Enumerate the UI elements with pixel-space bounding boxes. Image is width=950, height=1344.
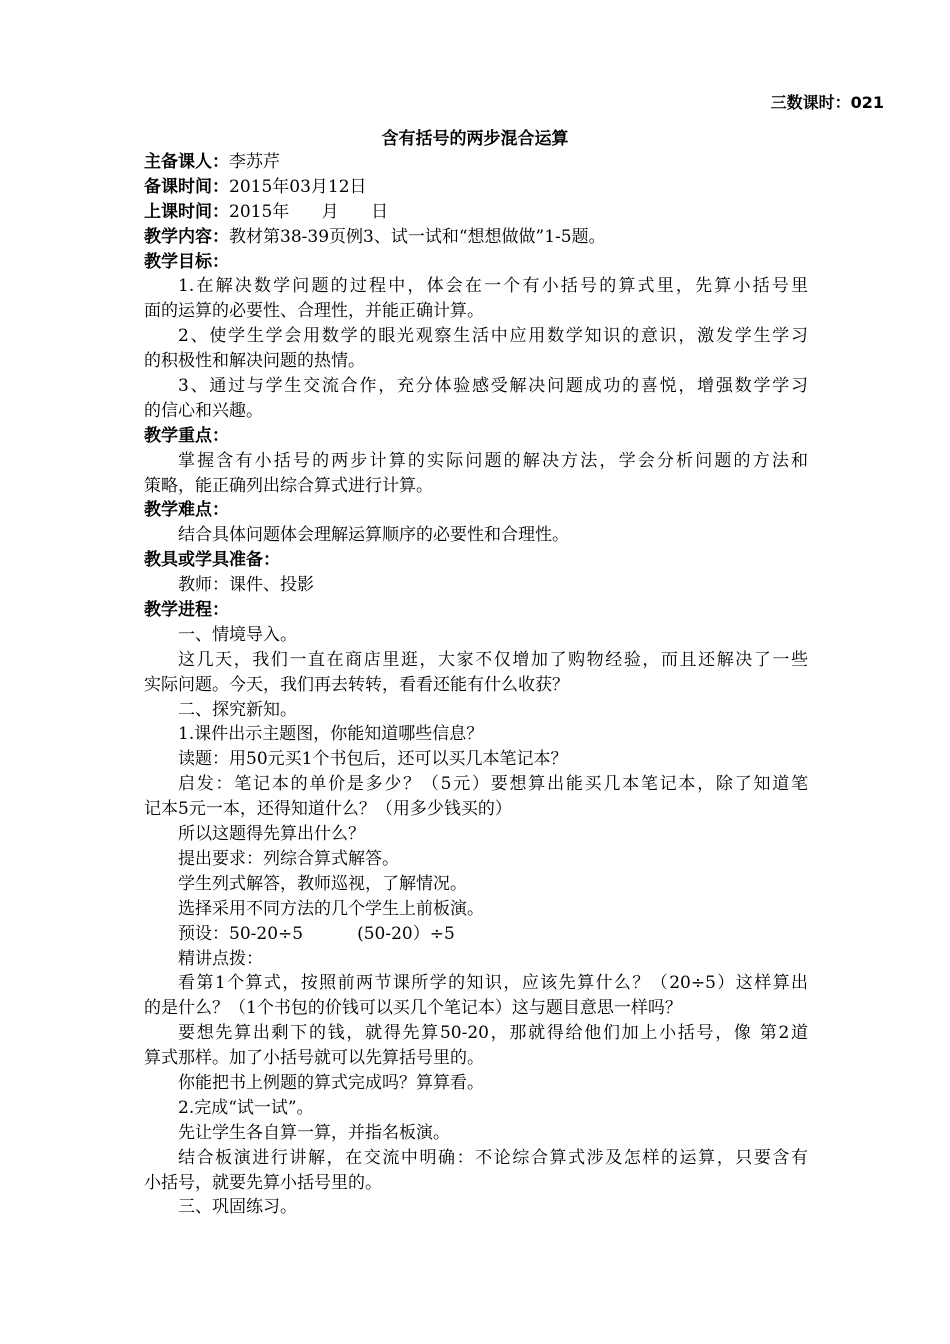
process-heading: 教学进程： xyxy=(144,600,229,621)
process-paragraph: 看第1个算式，按照前两节课所学的知识，应该先算什么？（20÷5）这样算出 xyxy=(178,973,808,994)
tools-text: 教师：课件、投影 xyxy=(178,575,314,596)
goal-2-line-1: 2、使学生学会用数学的眼光观察生活中应用数学知识的意识，激发学生学习 xyxy=(178,326,808,347)
process-paragraph: 的是什么？（1个书包的价钱可以买几个笔记本）这与题目意思一样吗？ xyxy=(144,998,682,1019)
process-paragraph: 学生列式解答，教师巡视，了解情况。 xyxy=(178,873,467,894)
process-paragraph: 精讲点拨： xyxy=(178,948,263,969)
lesson-title: 含有括号的两步混合运算 xyxy=(381,129,569,149)
process-paragraph: 小括号，就要先算小括号里的。 xyxy=(144,1172,382,1193)
process-paragraph: 二、探究新知。 xyxy=(178,699,297,720)
process-paragraph: 所以这题得先算出什么？ xyxy=(178,824,365,845)
process-paragraph: 实际问题。今天，我们再去转转，看看还能有什么收获？ xyxy=(144,674,569,695)
process-paragraph: 这几天，我们一直在商店里逛，大家不仅增加了购物经验，而且还解决了一些 xyxy=(178,649,808,670)
preparer-label: 主备课人： xyxy=(144,152,229,172)
process-paragraph: 结合板演进行讲解，在交流中明确：不论综合算式涉及怎样的运算，只要含有 xyxy=(178,1147,808,1168)
content-label: 教学内容： xyxy=(144,226,229,247)
goal-3-line-2: 的信心和兴趣。 xyxy=(144,400,263,421)
key-point-line-1: 掌握含有小括号的两步计算的实际问题的解决方法，学会分析问题的方法和 xyxy=(178,450,808,471)
key-point-line-2: 策略，能正确列出综合算式进行计算。 xyxy=(144,475,433,496)
goal-1-line-2: 面的运算的必要性、合理性，并能正确计算。 xyxy=(144,301,484,322)
prep-date-value: 2015年03月12日 xyxy=(229,176,367,197)
key-point-heading: 教学重点： xyxy=(144,425,229,446)
process-paragraph: 2.完成“试一试”。 xyxy=(178,1097,314,1118)
content-line xyxy=(144,225,808,250)
lesson-body xyxy=(144,150,808,1220)
process-paragraph: 先让学生各自算一算，并指名板演。 xyxy=(178,1122,450,1143)
class-date-line xyxy=(144,200,808,225)
process-paragraph: 选择采用不同方法的几个学生上前板演。 xyxy=(178,898,484,919)
process-paragraph: 算式那样。加了小括号就可以先算括号里的。 xyxy=(144,1048,484,1069)
process-paragraph: 三、巩固练习。 xyxy=(178,1197,297,1218)
process-paragraph: 1.课件出示主题图，你能知道哪些信息？ xyxy=(178,724,484,745)
preparer-value: 李苏芹 xyxy=(229,152,280,172)
process-paragraph: 预设：50-20÷5 (50-20）÷5 xyxy=(178,923,455,944)
goals-heading: 教学目标： xyxy=(144,251,229,272)
content-value: 教材第38-39页例3、试一试和“想想做做”1-5题。 xyxy=(229,226,606,247)
process-paragraph: 你能把书上例题的算式完成吗？算算看。 xyxy=(178,1072,484,1093)
process-paragraph: 提出要求：列综合算式解答。 xyxy=(178,848,399,869)
process-paragraph: 启发：笔记本的单价是多少？（5元）要想算出能买几本笔记本，除了知道笔 xyxy=(178,774,808,795)
goal-1-line-1: 1.在解决数学问题的过程中，体会在一个有小括号的算式里，先算小括号里 xyxy=(178,276,808,297)
prep-date-line xyxy=(144,175,808,200)
goal-3-line-1: 3、通过与学生交流合作，充分体验感受解决问题成功的喜悦，增强数学学习 xyxy=(178,376,808,397)
prep-date-label: 备课时间： xyxy=(144,176,229,197)
course-number: 三数课时：021 xyxy=(770,93,884,112)
process-paragraph: 记本5元一本，还得知道什么？（用多少钱买的） xyxy=(144,799,512,820)
process-paragraph: 一、情境导入。 xyxy=(178,624,297,645)
goal-2-line-2: 的积极性和解决问题的热情。 xyxy=(144,351,365,372)
preparer-line xyxy=(144,150,808,175)
difficulty-heading: 教学难点： xyxy=(144,500,229,521)
process-paragraph: 读题：用50元买1个书包后，还可以买几本笔记本？ xyxy=(178,749,568,770)
tools-heading: 教具或学具准备： xyxy=(144,550,280,571)
class-date-label: 上课时间： xyxy=(144,201,229,222)
class-date-value: 2015年 月 日 xyxy=(229,201,389,222)
difficulty-text: 结合具体问题体会理解运算顺序的必要性和合理性。 xyxy=(178,525,569,546)
process-paragraph: 要想先算出剩下的钱，就得先算50-20，那就得给他们加上小括号，像 第2道 xyxy=(178,1023,808,1044)
